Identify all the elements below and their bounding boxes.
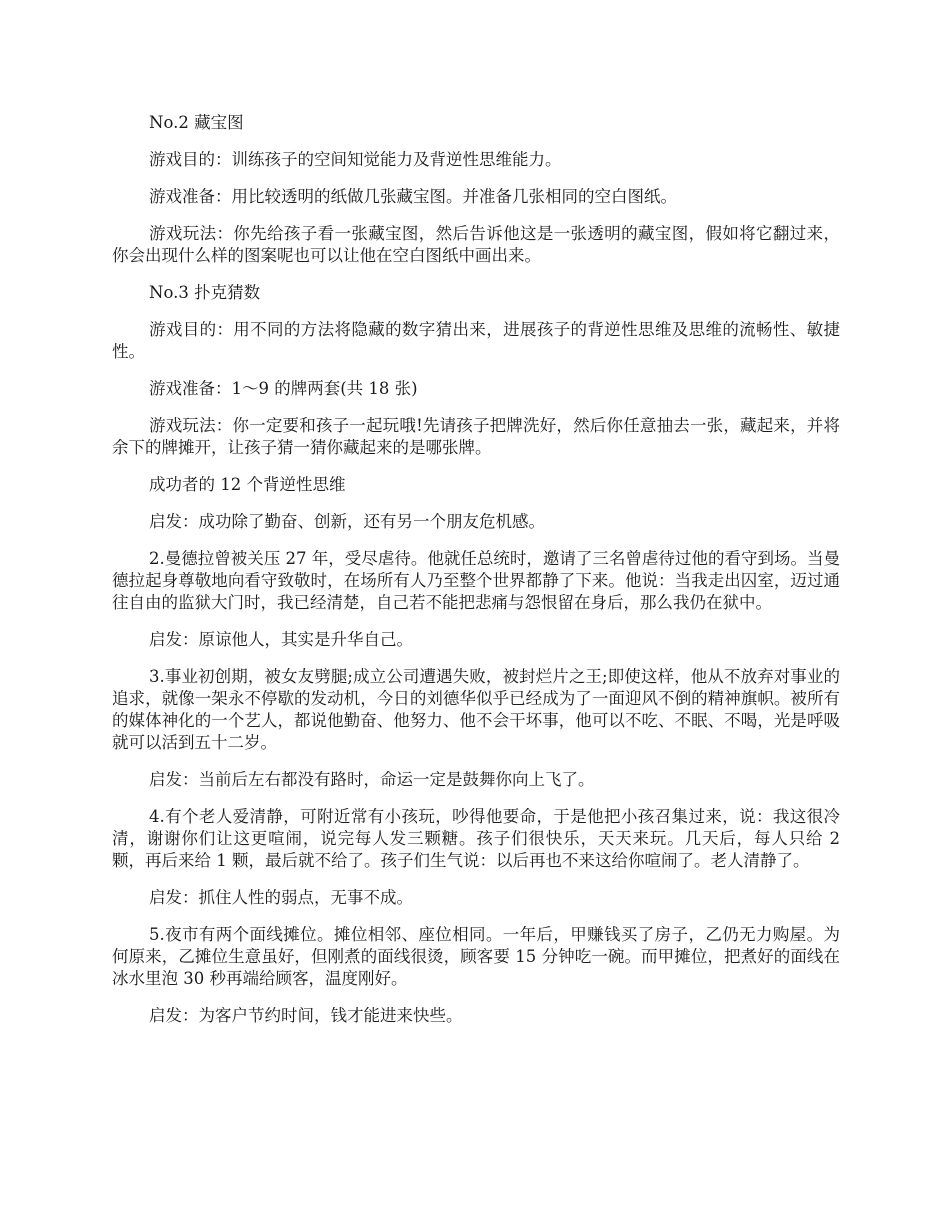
paragraph: 启发：为客户节约时间，钱才能进来快些。 — [149, 1006, 463, 1025]
paragraph: 游戏准备：用比较透明的纸做几张藏宝图。并准备几张相同的空白图纸。 — [149, 187, 677, 206]
section-heading-treasure-map: No.2 藏宝图 — [149, 113, 244, 132]
paragraph: 启发：成功除了勤奋、创新，还有另一个朋友危机感。 — [149, 512, 545, 531]
paragraph: 4.有个老人爱清静，可附近常有小孩玩，吵得他要命，于是他把小孩召集过来，说：我这很冷清，谢谢你们让这更喧闹，说完每人发三颗糖。孩子们很快乐，天天来玩。几天后，每人只给 2 颗，再后来给 1 颗，最后就不给了。孩子们生气说：以后再也不来这给你喧闹了。老人清静了。 — [112, 807, 840, 870]
paragraph: 启发：当前后左右都没有路时，命运一定是鼓舞你向上飞了。 — [149, 770, 595, 789]
section-heading-reverse-thinking: 成功者的 12 个背逆性思维 — [149, 475, 346, 494]
paragraph: 游戏准备：1～9 的牌两套(共 18 张) — [149, 379, 418, 398]
paragraph: 启发：原谅他人，其实是升华自己。 — [149, 630, 413, 649]
paragraph: 游戏玩法：你先给孩子看一张藏宝图，然后告诉他这是一张透明的藏宝图，假如将它翻过来，你会出现什么样的图案呢也可以让他在空白图纸中画出来。 — [112, 224, 840, 265]
paragraph: 2.曼德拉曾被关压 27 年，受尽虐待。他就任总统时，邀请了三名曾虐待过他的看守到场。当曼德拉起身尊敬地向看守致敬时，在场所有人乃至整个世界都静了下来。他说：当我走出囚室，迈过通往自由的监狱大门时，我已经清楚，自己若不能把悲痛与怨恨留在身后，那么我仍在狱中。 — [112, 549, 840, 612]
paragraph: 3.事业初创期，被女友劈腿;成立公司遭遇失败，被封烂片之王;即使这样，他从不放弃对事业的追求，就像一架永不停歇的发动机，今日的刘德华似乎已经成为了一面迎风不倒的精神旗帜。被所有的媒体神化的一个艺人，都说他勤奋、他努力、他不会干坏事，他可以不吃、不眠、不喝，光是呼吸就可以活到五十二岁。 — [112, 667, 840, 752]
paragraph: 游戏目的：训练孩子的空间知觉能力及背逆性思维能力。 — [149, 150, 562, 169]
paragraph: 游戏目的：用不同的方法将隐藏的数字猜出来，进展孩子的背逆性思维及思维的流畅性、敏捷性。 — [112, 320, 840, 361]
paragraph: 5.夜市有两个面线摊位。摊位相邻、座位相同。一年后，甲赚钱买了房子，乙仍无力购屋。为何原来，乙摊位生意虽好，但刚煮的面线很烫，顾客要 15 分钟吃一碗。而甲摊位，把煮好的面线在冰水里泡 30 秒再端给顾客，温度刚好。 — [112, 925, 840, 988]
paragraph: 启发：抓住人性的弱点，无事不成。 — [149, 888, 413, 907]
section-heading-poker-guess: No.3 扑克猜数 — [149, 283, 261, 302]
paragraph: 游戏玩法：你一定要和孩子一起玩哦!先请孩子把牌洗好，然后你任意抽去一张，藏起来，并将余下的牌摊开，让孩子猜一猜你藏起来的是哪张牌。 — [112, 416, 840, 457]
document-body — [112, 112, 840, 1042]
